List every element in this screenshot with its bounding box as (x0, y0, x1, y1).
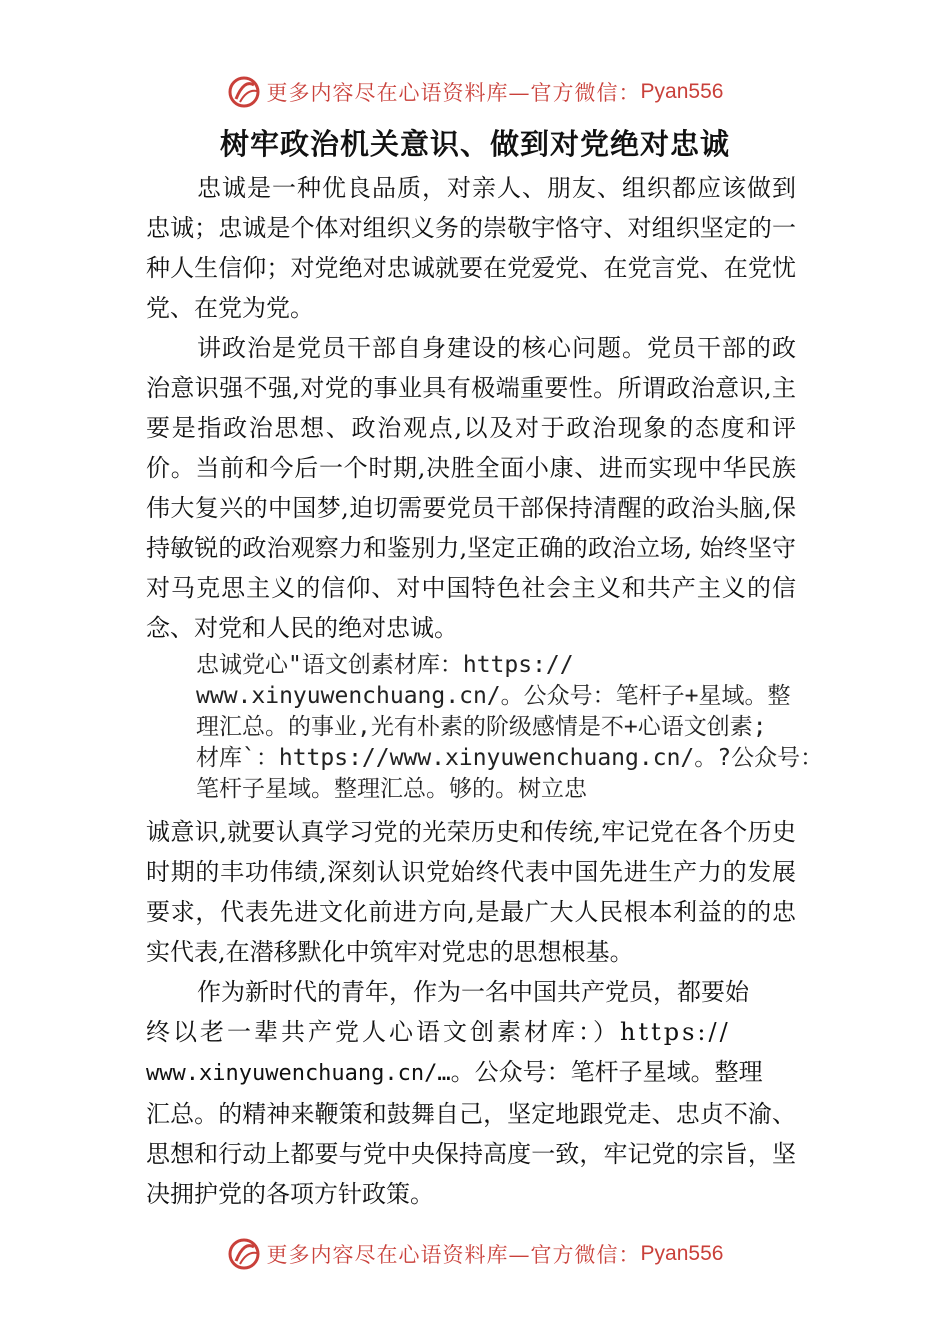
quote-line: 笔杆子星域。整理汇总。够的。树立忠 (196, 776, 587, 802)
footer-wechat-id: Pyan556 (640, 1242, 724, 1265)
paragraph-4-line-3 (146, 1052, 796, 1094)
paragraph-4-rest: 汇总。的精神来鞭策和鼓舞自己，坚定地跟党走、忠贞不渝、思想和行动上都要与党中央保持高度一致，牢记党的宗旨，坚决拥护党的各项方针政策。 (146, 1100, 796, 1208)
footer-banner-text: 更多内容尽在心语资料库—官方微信： (266, 1243, 641, 1267)
quote-line: 理汇总。的事业,光有朴素的阶级感情是不+心语文创素; (196, 714, 767, 740)
paragraph-4-line-1: 作为新时代的青年，作为一名中国共产党员，都要始 (197, 978, 749, 1006)
paragraph-1: 忠诚是一种优良品质，对亲人、朋友、组织都应该做到忠诚；忠诚是个体对组织义务的崇敬宇恪守、对组织坚定的一种人生信仰；对党绝对忠诚就要在党爱党、在党言党、在党忧党、在党为党。 (146, 174, 796, 322)
article-title: 树牢政治机关意识、做到对党绝对忠诚 (219, 127, 730, 161)
header-banner-text: 更多内容尽在心语资料库—官方微信： (266, 81, 641, 105)
paragraph-4-url: www.xinyuwenchuang.cn/… (146, 1061, 451, 1086)
paragraph-4-line-3-rest: 。公众号：笔杆子星域。整理 (450, 1058, 763, 1086)
article-body-1 (146, 168, 796, 648)
footer-banner (0, 1232, 950, 1276)
brand-logo-icon (227, 1237, 261, 1271)
paragraph-4-line-2: 终以老一辈共产党人心语文创素材库：）https:// (146, 1018, 731, 1046)
quote-line: 材库`：https://www.xinyuwenchuang.cn/。?公众号： (196, 745, 824, 771)
paragraph-2: 讲政治是党员干部自身建设的核心问题。党员干部的政治意识强不强,对党的事业具有极端重要性。所谓政治意识,主要是指政治思想、政治观点,以及对于政治现象的态度和评价。当前和今后一个时期,决胜全面小康、进而实现中华民族伟大复兴的中国梦,迫切需要党员干部保持清醒的政治头脑,保持敏锐的政治观察力和鉴别力,坚定正确的政治立场, 始终坚守对马克思主义的信仰、对中国特色社会主义和共产主义的信念、对党和人民的绝对忠诚。 (146, 334, 796, 642)
inserted-watermark-text (196, 650, 826, 805)
header-wechat-id: Pyan556 (640, 80, 724, 103)
paragraph-3: 诚意识,就要认真学习党的光荣历史和传统,牢记党在各个历史时期的丰功伟绩,深刻认识党始终代表中国先进生产力的发展要求，代表先进文化前进方向,是最广大人民根本利益的的忠实代表,在潜移默化中筑牢对党忠的思想根基。 (146, 818, 796, 966)
quote-line: www.xinyuwenchuang.cn/。公众号：笔杆子+星域。整 (196, 683, 791, 709)
header-banner (0, 70, 950, 114)
article-body-2 (146, 812, 796, 1214)
quote-line: 忠诚党心"语文创素材库：https:// (196, 652, 574, 678)
brand-logo-icon (227, 75, 261, 109)
